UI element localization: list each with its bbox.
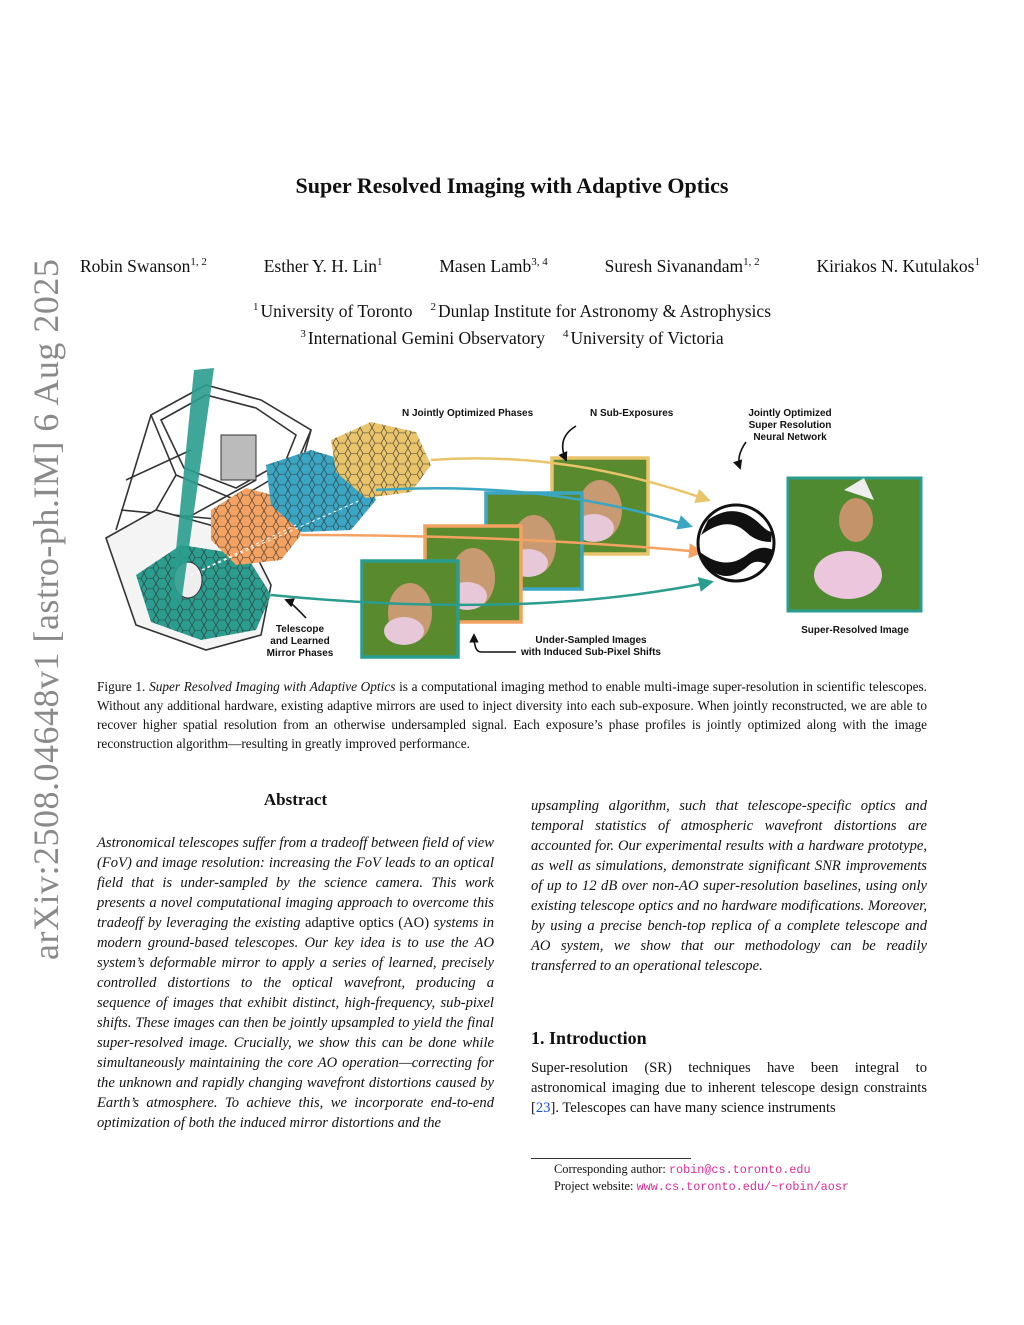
right-column (531, 796, 927, 1118)
abstract-heading: Abstract (263, 790, 328, 809)
svg-text:and Learned: and Learned (270, 636, 330, 647)
author-list (80, 256, 980, 277)
figure-caption: Figure 1. Super Resolved Imaging with Adaptive Optics is a computational imaging method to enable multi-image super-resolution in scientific telescopes. Without any additional hardware, existing adaptive mirrors are used to inject diversity into each sub-exposure. When jointly reconstructed, we are able to recover higher spatial resolution from an otherwise undersampled signal. Each exposure’s phase profiles is jointly optimized along with the image reconstruction algorithm—resulting in greatly improved performance. (97, 679, 927, 751)
footnote-rule (531, 1158, 691, 1159)
sub-exposure-4 (362, 561, 458, 657)
author: Robin Swanson$^{1, 2}$ (80, 256, 207, 276)
label-result: Super-Resolved Image (801, 625, 909, 636)
abstract-upright-term: adaptive optics (AO) (305, 915, 430, 931)
affiliations-line-2: $^3$ International Gemini Observatory $^4$ University of Victoria (300, 328, 724, 348)
svg-text:Super Resolution: Super Resolution (748, 420, 832, 431)
super-resolved-image (788, 478, 921, 611)
secondary-housing (221, 435, 256, 480)
author: Esther Y. H. Lin$^1$ (263, 256, 383, 276)
citation-link[interactable]: 23 (535, 1100, 551, 1116)
author: Masen Lamb$^{3, 4}$ (439, 256, 548, 276)
label-undersampled: Under-Sampled Images (535, 635, 647, 646)
label-phases: N Jointly Optimized Phases (402, 408, 534, 419)
author: Kiriakos N. Kutulakos$^1$ (816, 256, 980, 276)
svg-text:with Induced Sub-Pixel Shifts: with Induced Sub-Pixel Shifts (520, 647, 662, 658)
footnote-website: Project website: www.cs.toronto.edu/~robin/aosr (554, 1179, 849, 1194)
label-telescope: Telescope (275, 624, 325, 635)
abstract-section (97, 790, 494, 1133)
intro-text: Super-resolution (SR) techniques have been integral to astronomical imaging due to inherent telescope design constraints [23]. Telescopes can have many science instruments (531, 1060, 927, 1116)
svg-text:Neural Network: Neural Network (753, 432, 827, 443)
project-website-link[interactable]: www.cs.toronto.edu/~robin/aosr (636, 1180, 849, 1194)
svg-text:Mirror Phases: Mirror Phases (266, 648, 334, 659)
paper-title: Super Resolved Imaging with Adaptive Optics (295, 173, 729, 198)
author-email-link[interactable]: robin@cs.toronto.edu (668, 1163, 811, 1177)
figure-1 (96, 360, 936, 660)
neural-network-icon (698, 505, 774, 581)
label-network: Jointly Optimized (748, 408, 832, 419)
affiliations-line-1: $^1$ University of Toronto $^2$ Dunlap Institute for Astronomy & Astrophysics (252, 301, 772, 321)
footnote-author: Corresponding author: robin@cs.toronto.edu (554, 1162, 811, 1177)
author: Suresh Sivanandam$^{1, 2}$ (604, 256, 760, 276)
arxiv-stamp: arXiv:2508.04648v1 [astro-ph.IM] 6 Aug 2025 (26, 258, 66, 960)
abstract-text-continued: upsampling algorithm, such that telescope-specific optics and temporal statistics of atmospheric wavefront distortions are accounted for. Our experimental results with a hardware prototype, as well as simulations, demonstrate significant SNR improvements of up to 12 dB over non-AO super-resolution baselines, using only existing telescope optics and no hardware modifications. Moreover, by using a precise bench-top replica of a complete telescope and AO system, we show that our methodology can be readily transferred to an operational telescope. (531, 798, 927, 974)
label-subexposures: N Sub-Exposures (590, 408, 674, 419)
abstract-text: Astronomical telescopes suffer from a tradeoff between field of view (FoV) and image resolution: increasing the FoV leads to an optical field that is under-sampled by the science camera. This work presents a novel computational imaging approach to overcome this tradeoff by leveraging the existing adaptive optics (AO) systems in modern ground-based telescopes. Our key idea is to use the AO system’s deformable mirror to apply a series of learned, precisely controlled distortions to the optical wavefront, producing a sequence of images that exhibit distinct, high-frequency, sub-pixel shifts. These images can then be jointly upsampled to yield the final super-resolved image. Crucially, we show this can be done while simultaneously maintaining the core AO operation—correcting for the unknown and rapidly changing wavefront distortions caused by Earth’s atmosphere. To achieve this, we incorporate end-to-end optimization of both the induced mirror distortions and the (97, 835, 494, 1131)
intro-heading: 1. Introduction (531, 1028, 647, 1048)
